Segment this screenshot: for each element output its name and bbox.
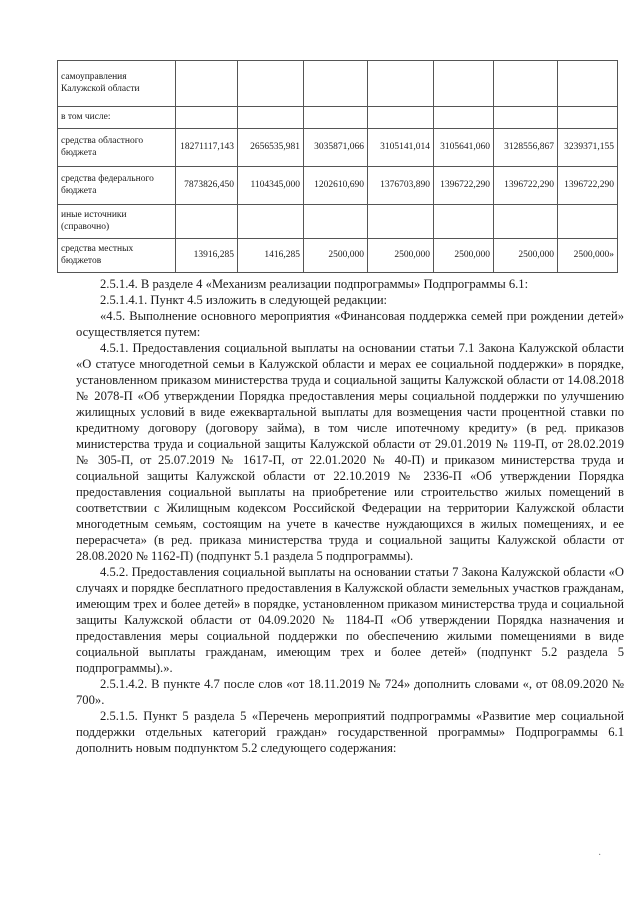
table-cell [434,61,494,107]
paragraph-2-5-1-4: 2.5.1.4. В разделе 4 «Механизм реализации подпрограммы» Подпрограммы 6.1: [100,277,529,291]
paragraph-2-5-1-4-2: 2.5.1.4.2. В пункте 4.7 после слов «от 18.11.2019 № 724» дополнить словами «, от 08.09.2020 № 700». [76,677,624,707]
table-cell [558,107,618,129]
table-cell [434,205,494,239]
table-row [58,107,618,129]
paragraph-2-5-1-5: 2.5.1.5. Пункт 5 раздела 5 «Перечень мероприятий подпрограммы «Развитие мер социальной поддержки отдельных категорий граждан» государственной программы» Подпрограммы 6.1 дополнить новым подпунктом 5.2 следующего содержания: [76,709,624,755]
table-cell: 3105141,014 [368,129,434,167]
table-cell: 1104345,000 [238,167,304,205]
table-row [58,239,618,273]
table-cell: 1416,285 [238,239,304,273]
table-cell: 2500,000 [434,239,494,273]
table-cell [368,107,434,129]
row-label: средства федерального бюджета [58,167,176,205]
table-cell [238,61,304,107]
table-cell: 2500,000 [494,239,558,273]
table-cell [176,107,238,129]
table-cell: 2500,000 [368,239,434,273]
table-cell [368,205,434,239]
body-text [76,276,624,756]
table-cell: 1202610,690 [304,167,368,205]
table-row [58,167,618,205]
table-row [58,61,618,107]
paragraph-4-5-2: 4.5.2. Предоставления социальной выплаты на основании статьи 7 Закона Калужской области «О случаях и порядке бесплатного предоставления в Калужской области земельных участков гражданам, имеющим трех и более детей» в порядке, установленном приказом министерства труда и социальной защиты Калужской области от 04.09.2020 № 1184-П «Об утверждении Порядка назначения и предоставления меры социальной поддержки по обеспечению жилыми помещениями в виде социальной выплаты гражданам, имеющим трех и более детей» (подпункт 5.2 раздела 5 подпрограммы).». [76,565,624,675]
table-cell [494,107,558,129]
paragraph-2-5-1-4-1: 2.5.1.4.1. Пункт 4.5 изложить в следующей редакции: [100,293,388,307]
table-cell: 3239371,155 [558,129,618,167]
table-cell: 1396722,290 [558,167,618,205]
table-cell [494,61,558,107]
table-cell [304,61,368,107]
table-cell: 13916,285 [176,239,238,273]
table-cell: 3105641,060 [434,129,494,167]
paragraph-4-5: «4.5. Выполнение основного мероприятия «Финансовая поддержка семей при рождении детей» осуществляется путем: [76,309,624,339]
budget-table [57,60,618,273]
row-label: средства местных бюджетов [58,239,176,273]
row-label: в том числе: [58,107,176,129]
table-cell: 2500,000» [558,239,618,273]
table-cell [368,61,434,107]
table-cell: 7873826,450 [176,167,238,205]
table-cell: 18271117,143 [176,129,238,167]
table-cell [494,205,558,239]
table-cell: 3035871,066 [304,129,368,167]
table-cell [238,107,304,129]
table-cell [434,107,494,129]
table-cell: 1396722,290 [494,167,558,205]
table-cell [304,107,368,129]
table-cell: 2500,000 [304,239,368,273]
scan-speck: · [598,850,602,861]
row-label: средства областного бюджета [58,129,176,167]
table-cell: 1376703,890 [368,167,434,205]
paragraph-4-5-1: 4.5.1. Предоставления социальной выплаты на основании статьи 7.1 Закона Калужской области «О статусе многодетной семьи в Калужской области и мерах ее социальной поддержки» в порядке, установленном приказом министерства труда и социальной защиты Калужской области от 14.08.2018 № 2078-П «Об утверждении Порядка предоставления меры социальной поддержки по улучшению жилищных условий в виде ежеквартальной выплаты для возмещения части процентной ставки по кредитному договору (договору займа), в том числе ипотечному кредиту» (в ред. приказов министерства труда и социальной защиты Калужской области от 29.01.2019 № 119-П, от 28.02.2019 № 305-П, от 25.07.2019 № 1617-П, от 22.01.2020 № 40-П) и приказом министерства труда и социальной защиты Калужской области от 22.10.2019 № 2336-П «Об утверждении Порядка предоставления социальной выплаты на приобретение или строительство жилых помещений в соответствии с Жилищным кодексом Российской Федерации на территории Калужской области многодетным семьям, состоящим на учете в качестве нуждающихся в жилых помещениях, и ее перерасчета» (в ред. приказа министерства труда и социальной защиты Калужской области от 28.08.2020 № 1162-П) (подпункт 5.1 раздела 5 подпрограммы). [76,341,624,563]
table-row [58,129,618,167]
table-cell [304,205,368,239]
table-cell [238,205,304,239]
table-cell [558,205,618,239]
table-cell: 3128556,867 [494,129,558,167]
table-cell [176,61,238,107]
row-label: иные источники (справочно) [58,205,176,239]
row-label: самоуправления Калужской области [58,61,176,107]
table-cell [176,205,238,239]
table-row [58,205,618,239]
table-cell [558,61,618,107]
table-cell: 1396722,290 [434,167,494,205]
table-cell: 2656535,981 [238,129,304,167]
